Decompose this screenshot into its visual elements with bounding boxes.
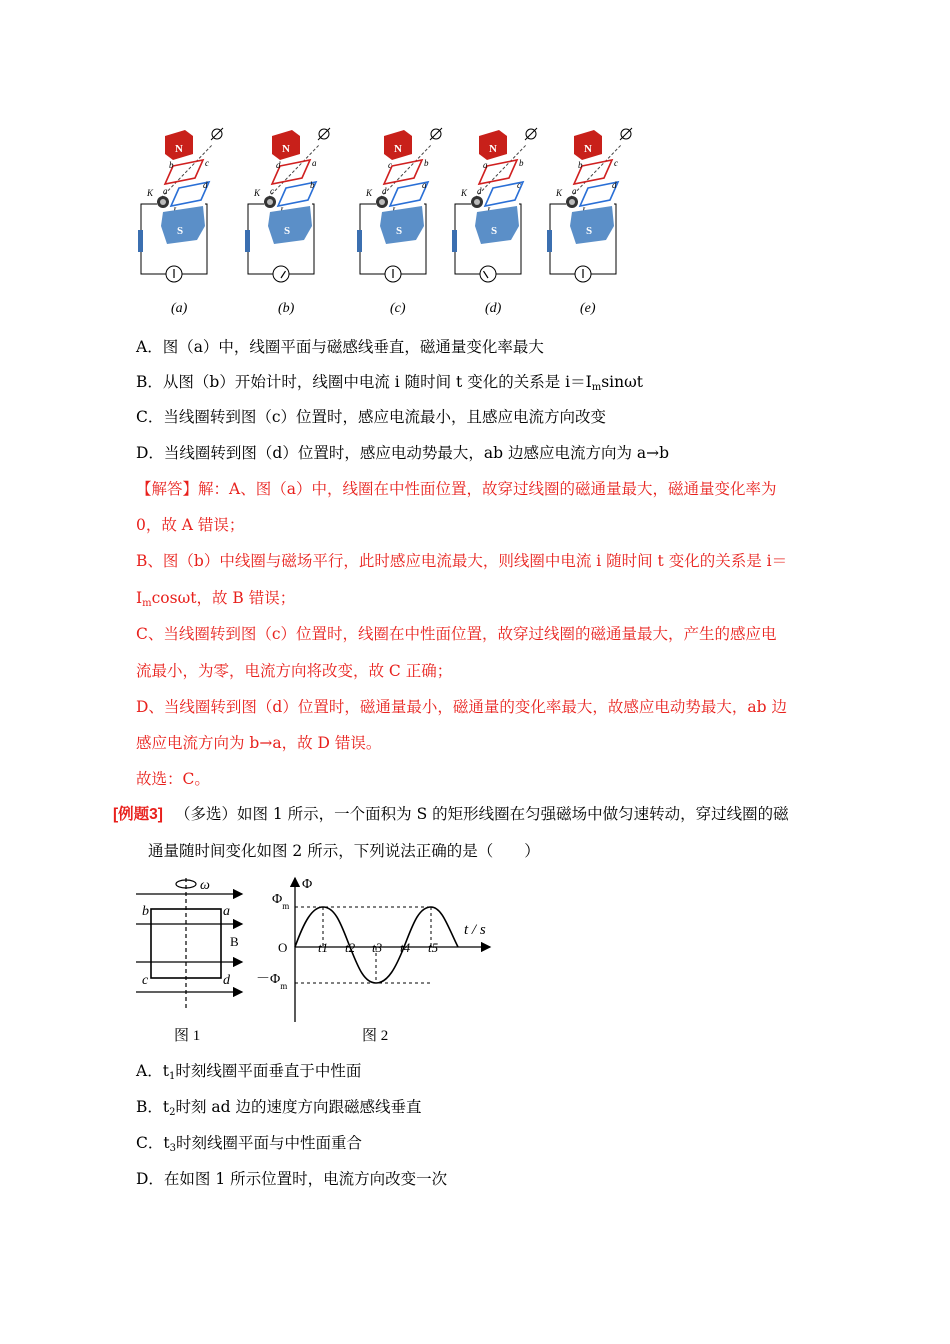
example3-line-1: [例题3] （多选）如图 1 所示，一个面积为 S 的矩形线圈在匀强磁场中做匀速转动，穿过线圈的磁	[113, 805, 789, 823]
coil-label: b	[424, 158, 429, 168]
field-indicator-line	[525, 128, 537, 140]
phi-max-label: $\Phi_m$	[272, 892, 290, 911]
generator-panel-d	[447, 122, 547, 322]
panel-caption: (e)	[580, 301, 596, 316]
field-indicator-line	[211, 128, 223, 140]
field-label: B	[230, 934, 239, 949]
generator-svg	[133, 122, 233, 322]
x-axis-label: t / s	[464, 922, 486, 938]
resistor	[245, 230, 250, 252]
brush-k-label: K	[366, 188, 373, 198]
coil-label: b	[169, 160, 174, 170]
field-indicator-line	[620, 128, 632, 140]
resistor	[547, 230, 552, 252]
corner-a: a	[223, 904, 230, 919]
answer-line-1: 【解答】解：A、图（a）中，线圈在中性面位置，故穿过线圈的磁通量最大，磁通量变化率为	[136, 480, 777, 498]
brush-k-label: K	[254, 188, 261, 198]
q2-option-b: B．从图（b）开始计时，线圈中电流 i 随时间 t 变化的关系是 $i=I_m\sin\omega t$	[136, 373, 643, 393]
q3-option-d: D．在如图 1 所示位置时，电流方向改变一次	[136, 1170, 448, 1188]
answer-line-2: 0，故 A 错误；	[136, 516, 245, 534]
pole-s-label: S	[396, 225, 403, 237]
coil-label: c	[517, 180, 521, 190]
brush-k-label: K	[147, 188, 154, 198]
pole-s-label: S	[586, 225, 593, 237]
resistor	[357, 230, 362, 252]
answer-line-8: 感应电流方向为 b→a，故 D 错误。	[136, 734, 382, 752]
origin-label: O	[278, 940, 288, 955]
panel-caption: (b)	[278, 301, 295, 316]
q2-option-c: C．当线圈转到图（c）位置时，感应电流最小，且感应电流方向改变	[136, 408, 607, 426]
y-axis-label: Φ	[302, 877, 313, 892]
figure-1-caption: 图 1	[174, 1028, 201, 1044]
pole-n-label: N	[584, 143, 592, 155]
brush-k-label: K	[556, 188, 563, 198]
q2-option-d: D．当线圈转到图（d）位置时，感应电动势最大，ab 边感应电流方向为 a→b	[136, 444, 670, 462]
panel-caption: (d)	[485, 301, 502, 316]
generator-svg	[542, 122, 642, 322]
answer-line-3: B、图（b）中线圈与磁场平行，此时感应电流最大，则线圈中电流 i 随时间 t 变化的关系是 i＝	[136, 552, 788, 570]
phi-min-label: $-\Phi_m$	[256, 972, 288, 991]
coil-label: b	[519, 158, 524, 168]
coil-label: a	[163, 186, 168, 196]
pole-s-label: S	[284, 225, 291, 237]
t3-label: t3	[372, 940, 383, 955]
pole-n-label: N	[489, 143, 497, 155]
coil-label: c	[388, 160, 392, 170]
figure-1	[132, 872, 252, 1052]
coil-label: a	[422, 180, 427, 190]
corner-b: b	[142, 904, 149, 919]
coil-label: d	[276, 160, 281, 170]
answer-line-6: 流最小，为零，电流方向将改变，故 C 正确；	[136, 662, 453, 680]
pole-n-label: N	[282, 143, 290, 155]
t2-label: t2	[345, 940, 356, 955]
t5-label: t5	[428, 940, 439, 955]
generator-panel-b	[240, 122, 340, 322]
panel-caption: (a)	[171, 301, 188, 316]
coil-label: a	[572, 186, 577, 196]
q2-option-a: A．图（a）中，线圈平面与磁感线垂直，磁通量变化率最大	[136, 338, 544, 356]
example3-tag: [例题3]	[113, 806, 163, 823]
coil-label: d	[203, 180, 208, 190]
generator-svg	[447, 122, 547, 322]
panel-caption: (c)	[390, 301, 406, 316]
resistor	[138, 230, 143, 252]
galvanometer-icon	[273, 266, 289, 282]
answer-line-9: 故选：C。	[136, 770, 210, 788]
brush-k-label: K	[461, 188, 468, 198]
resistor	[452, 230, 457, 252]
generator-panel-a	[133, 122, 233, 322]
answer-tag: 【解答】	[136, 480, 199, 498]
coil-label: d	[382, 186, 387, 196]
coil-label: a	[483, 160, 488, 170]
coil-label: b	[578, 160, 583, 170]
corner-c: c	[142, 973, 149, 988]
generator-panel-e	[542, 122, 642, 322]
corner-d: d	[223, 973, 230, 988]
answer-line-7: D、当线圈转到图（d）位置时，磁通量最小，磁通量的变化率最大，故感应电动势最大，ab 边	[136, 698, 787, 716]
generator-svg	[352, 122, 452, 322]
q3-option-a: A．$t_1$时刻线圈平面垂直于中性面	[136, 1062, 362, 1082]
slip-ring-inner	[160, 199, 166, 205]
pole-n-label: N	[175, 143, 183, 155]
pole-s-label: S	[177, 225, 184, 237]
generator-svg	[240, 122, 340, 322]
q3-option-b: B．$t_2$时刻 ad 边的速度方向跟磁感线垂直	[136, 1098, 422, 1118]
galvanometer-icon	[480, 266, 496, 282]
coil-label: c	[614, 158, 618, 168]
field-indicator-line	[318, 128, 330, 140]
coil-label: d	[612, 180, 617, 190]
figure-2	[252, 872, 502, 1052]
example3-line-2: 通量随时间变化如图 2 所示，下列说法正确的是（ ）	[148, 842, 540, 860]
slip-ring-inner	[474, 199, 480, 205]
answer-line-5: C、当线圈转到图（c）位置时，线圈在中性面位置，故穿过线圈的磁通量最大，产生的感应电	[136, 625, 777, 643]
coil-label: c	[270, 186, 274, 196]
answer-line-4: $I_m\cos\omega t$，故 B 错误；	[136, 589, 296, 609]
coil-label: c	[205, 158, 209, 168]
pole-s-label: S	[491, 225, 498, 237]
pole-n-label: N	[394, 143, 402, 155]
slip-ring-inner	[267, 199, 273, 205]
coil-label: d	[477, 186, 482, 196]
coil-label: a	[312, 158, 317, 168]
t4-label: t4	[400, 940, 411, 955]
slip-ring-inner	[569, 199, 575, 205]
field-indicator-line	[430, 128, 442, 140]
t1-label: t1	[318, 940, 329, 955]
generator-panel-c	[352, 122, 452, 322]
coil-label: b	[310, 180, 315, 190]
omega-label: ω	[200, 878, 210, 893]
q3-option-c: C．$t_3$时刻线圈平面与中性面重合	[136, 1134, 362, 1154]
slip-ring-inner	[379, 199, 385, 205]
figure-2-caption: 图 2	[362, 1028, 389, 1044]
